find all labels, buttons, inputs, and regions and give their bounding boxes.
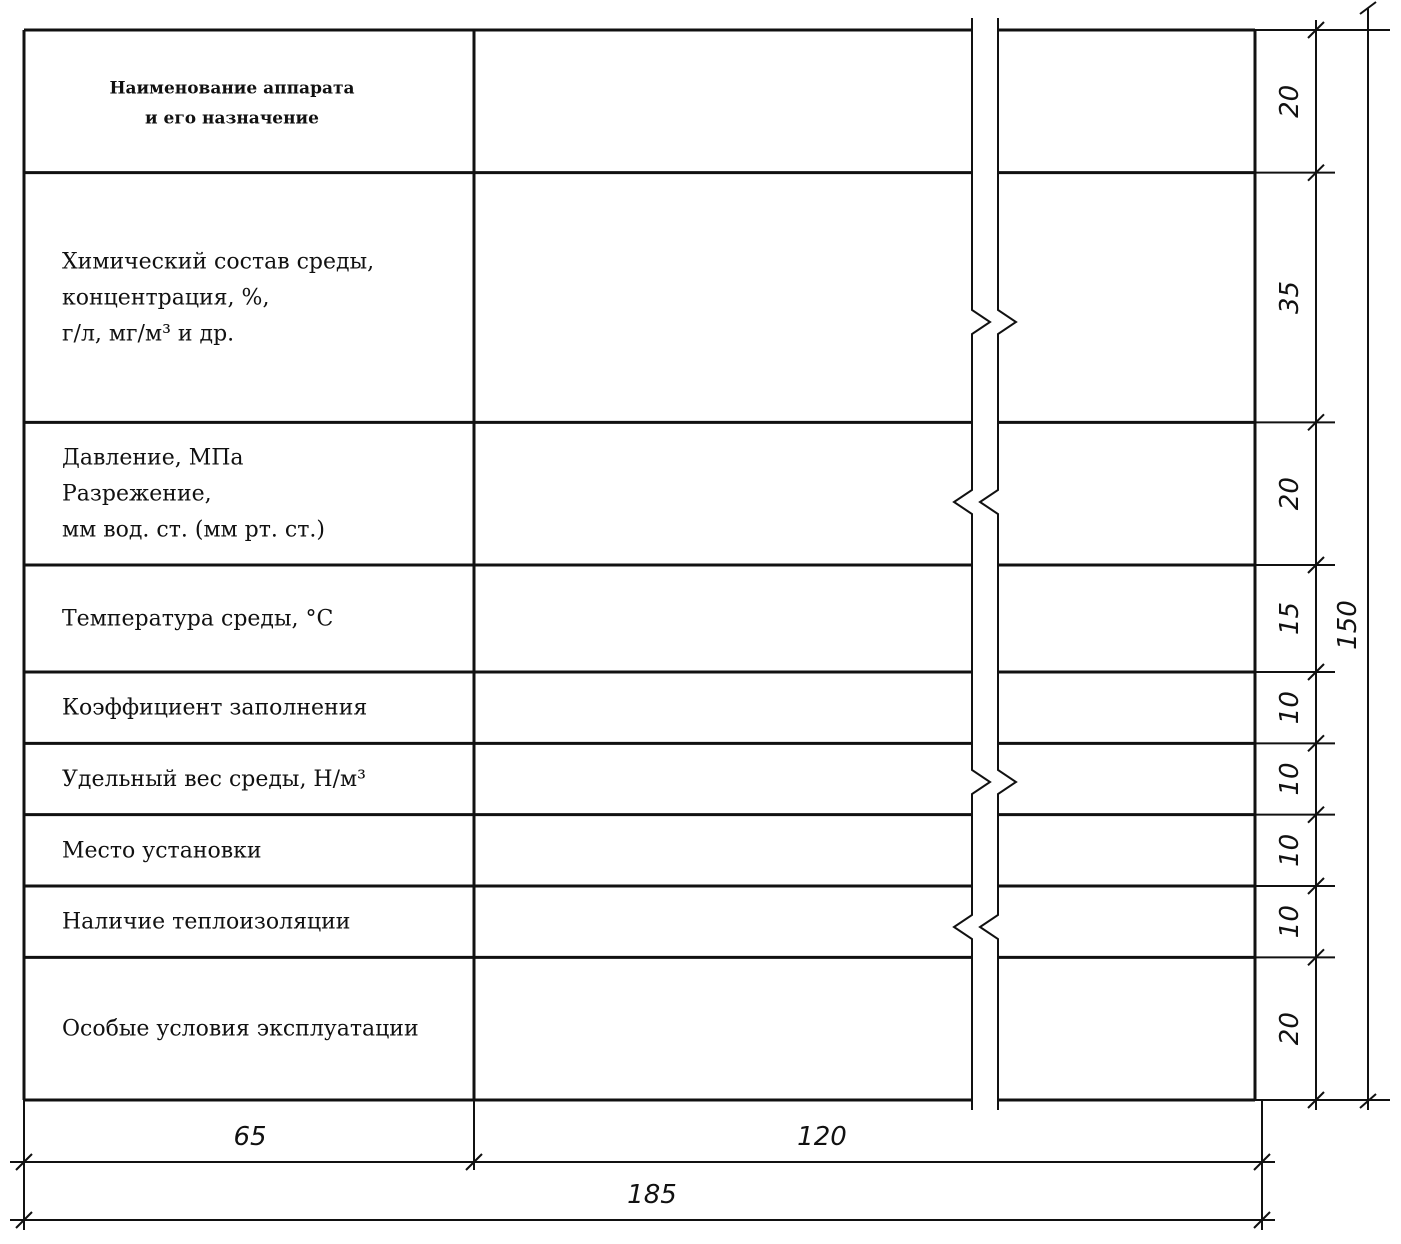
row-label-line: Особые условия эксплуатации: [62, 1016, 419, 1042]
col2-width-label: 120: [797, 1122, 847, 1152]
total-width-label: 185: [627, 1180, 677, 1210]
right-dimension-ticks: [1255, 22, 1335, 1108]
row-label-line: Наименование аппарата: [109, 78, 355, 99]
row-label-line: Температура среды, °С: [62, 606, 334, 632]
row-label-line: Наличие теплоизоляции: [62, 909, 351, 935]
row-label-line: г/л, мг/м³ и др.: [62, 321, 235, 347]
row-height-label: 10: [1275, 691, 1305, 725]
row-label-line: Удельный вес среды, Н/м³: [62, 767, 366, 792]
col1-width-label: 65: [233, 1122, 267, 1152]
row-height-label: 35: [1275, 280, 1305, 315]
row-label: [62, 910, 350, 935]
right-dimensions: [1255, 2, 1390, 1110]
row-labels: [62, 78, 419, 1041]
row-height-label: 15: [1275, 601, 1305, 636]
row-label-line: концентрация, %,: [62, 285, 270, 311]
row-label: [109, 78, 354, 128]
row-height-label: 20: [1275, 84, 1305, 118]
row-label-line: Разрежение,: [62, 481, 212, 507]
row-label-line: Химический состав среды,: [62, 249, 375, 275]
row-label: [62, 1017, 419, 1042]
row-label-line: и его назначение: [145, 108, 319, 129]
row-label: [62, 446, 325, 543]
row-label-line: Коэффициент заполнения: [62, 695, 368, 721]
row-label: [62, 696, 367, 721]
row-height-label: 10: [1275, 762, 1305, 796]
row-height-label: 20: [1275, 477, 1305, 511]
total-height-label: 150: [1333, 600, 1363, 650]
row-height-label: 20: [1275, 1012, 1305, 1046]
bottom-dimensions: [10, 1100, 1275, 1230]
row-label: [62, 767, 366, 792]
row-label: [62, 607, 333, 632]
row-label-line: Давление, МПа: [62, 445, 244, 471]
row-label-line: мм вод. ст. (мм рт. ст.): [62, 517, 325, 543]
row-height-label: 10: [1275, 905, 1305, 939]
row-label: [62, 250, 374, 347]
row-height-label: 10: [1275, 833, 1305, 867]
row-label-line: Место установки: [62, 838, 262, 864]
row-label: [62, 838, 262, 863]
